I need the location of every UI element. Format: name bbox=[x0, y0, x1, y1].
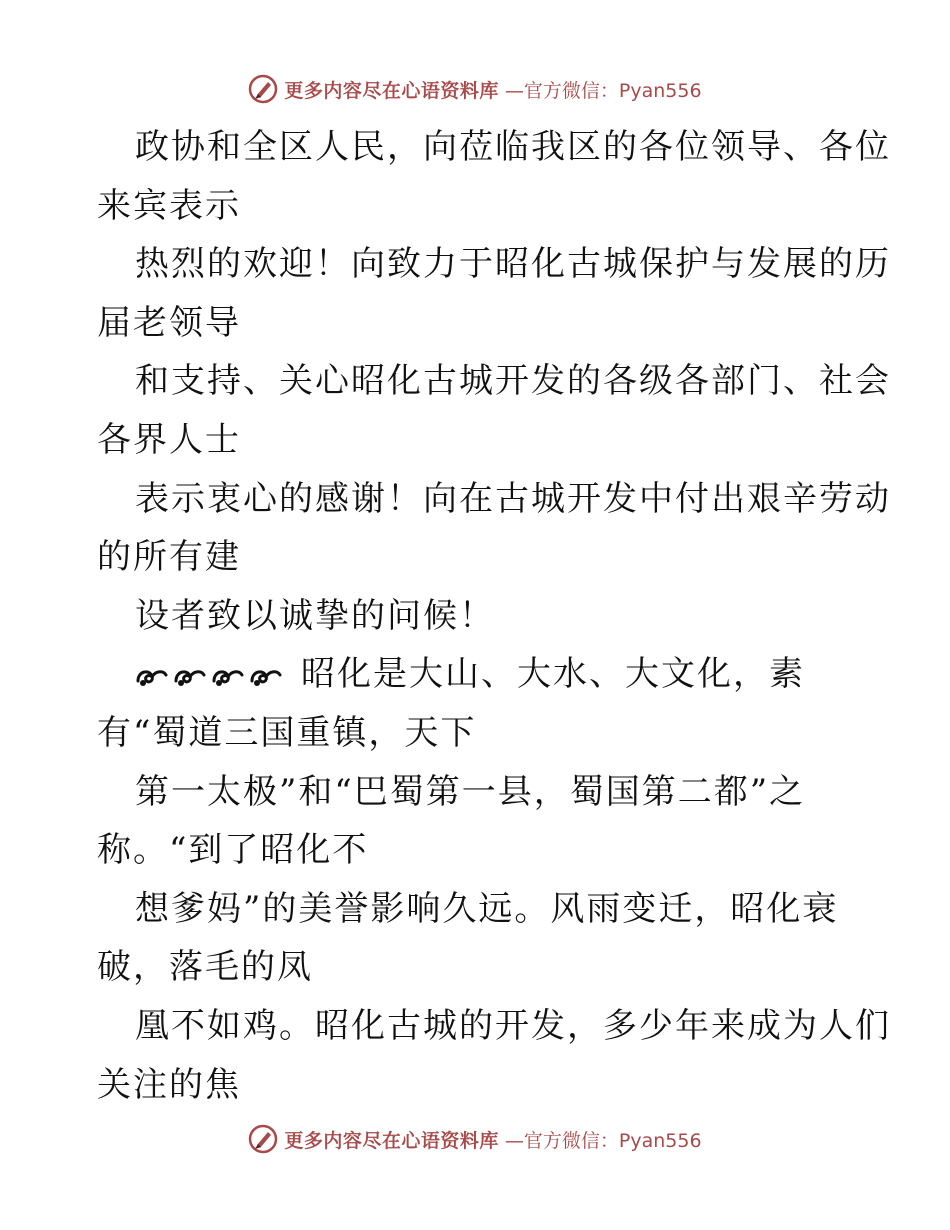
text-line: 来宾表示 bbox=[97, 185, 241, 226]
text-line: 和支持、关心昭化古城开发的各级各部门、社会 bbox=[135, 361, 891, 402]
pen-logo-icon bbox=[248, 1124, 278, 1154]
text-line: 热烈的欢迎！向致力于昭化古城保护与发展的历 bbox=[135, 244, 891, 285]
text-line: 政协和全区人民，向莅临我区的各位领导、各位 bbox=[135, 127, 891, 167]
document-body bbox=[97, 118, 891, 1114]
swirl-ornament-icon bbox=[249, 665, 283, 687]
text-line: 届老领导 bbox=[97, 302, 241, 343]
text-line: 称。“到了昭化不 bbox=[97, 830, 369, 871]
header-brand-text: 更多内容尽在心语资料库 bbox=[284, 79, 499, 102]
ornament-line bbox=[97, 645, 857, 704]
swirl-ornament-icon bbox=[135, 665, 169, 687]
footer-brand-text: 更多内容尽在心语资料库 bbox=[284, 1129, 499, 1152]
text-line: 第一太极”和“巴蜀第一县，蜀国第二都”之 bbox=[135, 771, 806, 812]
text-line: 设者致以诚挚的问候！ bbox=[135, 595, 495, 636]
footer-banner bbox=[0, 1122, 950, 1156]
text-line: 有“蜀道三国重镇，天下 bbox=[97, 712, 477, 753]
text-line: 表示衷心的感谢！向在古城开发中付出艰辛劳动 bbox=[135, 478, 891, 519]
ornament-group bbox=[135, 665, 283, 687]
swirl-ornament-icon bbox=[173, 665, 207, 687]
text-line: 想爹妈”的美誉影响久远。风雨变迁，昭化衰 bbox=[135, 888, 839, 929]
swirl-ornament-icon bbox=[211, 665, 245, 687]
footer-wechat-text: —官方微信：Pyan556 bbox=[504, 1129, 702, 1152]
text-line: 昭化是大山、大水、大文化，素 bbox=[301, 654, 805, 695]
text-line: 凰不如鸡。昭化古城的开发，多少年来成为人们 bbox=[135, 1005, 891, 1046]
header-wechat-text: —官方微信：Pyan556 bbox=[504, 79, 702, 102]
text-line: 关注的焦 bbox=[97, 1064, 241, 1105]
text-line: 各界人士 bbox=[97, 419, 241, 460]
pen-logo-icon bbox=[248, 74, 278, 104]
header-banner bbox=[0, 72, 950, 106]
text-line: 的所有建 bbox=[97, 537, 241, 578]
text-line: 破，落毛的凤 bbox=[97, 947, 313, 988]
